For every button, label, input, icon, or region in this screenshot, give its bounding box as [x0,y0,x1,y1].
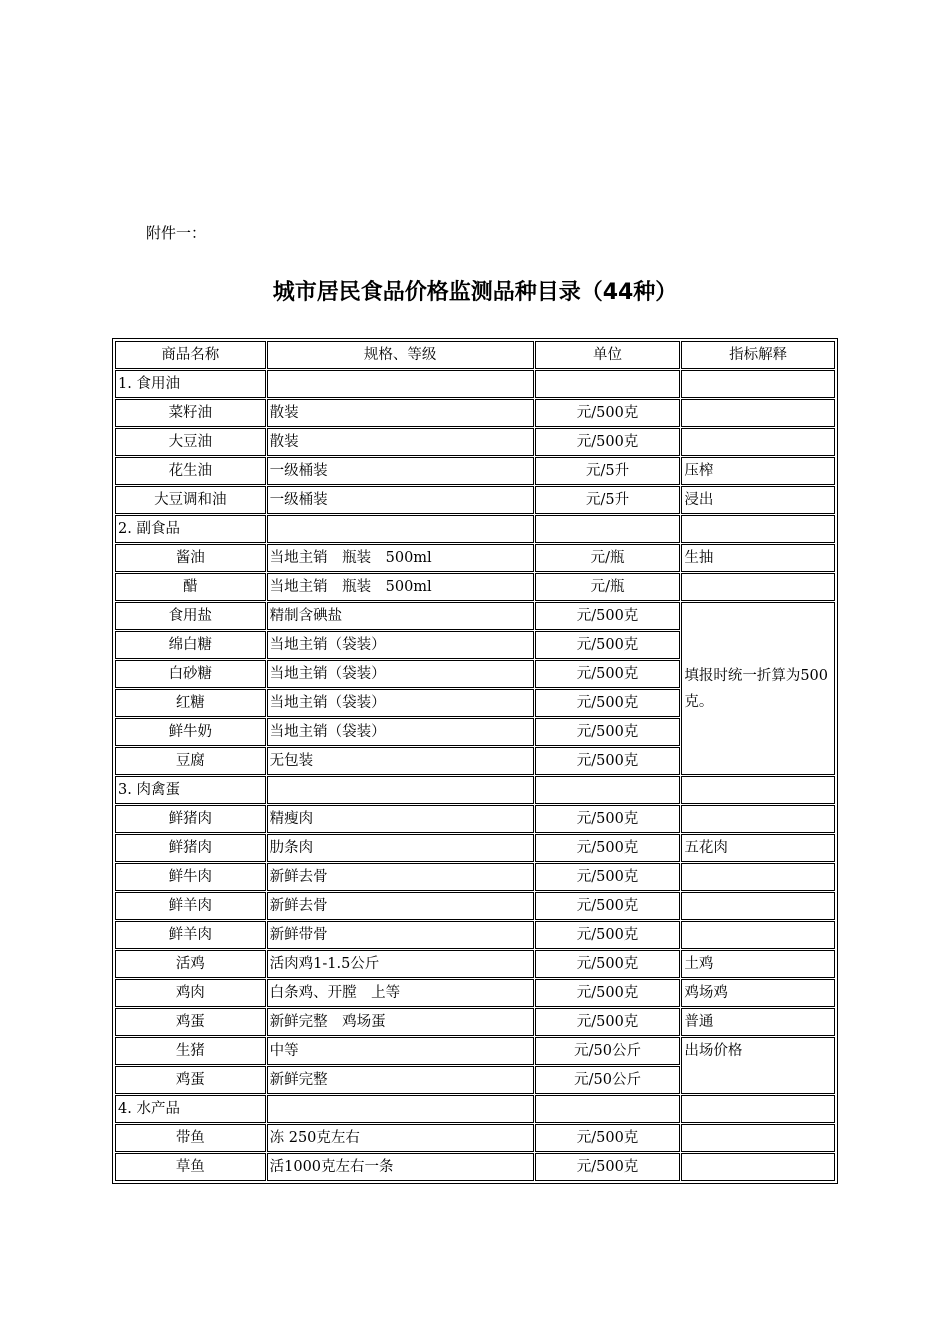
cell-unit: 元/500克 [535,660,681,688]
cell-note [681,370,835,398]
cell-spec: 当地主销（袋装） [267,718,534,746]
cell-unit: 元/500克 [535,834,681,862]
cell-spec: 当地主销（袋装） [267,660,534,688]
cell-note: 土鸡 [681,950,835,978]
cell-name: 红糖 [115,689,266,717]
category-name: 3. 肉禽蛋 [115,776,266,804]
page-title: 城市居民食品价格监测品种目录（44种） [272,280,678,305]
cell-unit: 元/500克 [535,979,681,1007]
cell-spec: 散装 [267,428,534,456]
cell-name: 鲜羊肉 [115,892,266,920]
cell-unit: 元/瓶 [535,573,681,601]
table-row [115,428,835,456]
cell-note [681,805,835,833]
cell-note [681,1153,835,1181]
cell-name: 绵白糖 [115,631,266,659]
cell-spec: 无包装 [267,747,534,775]
cell-name: 白砂糖 [115,660,266,688]
cell-note [681,1095,835,1123]
cell-spec: 冻 250克左右 [267,1124,534,1152]
table-row [115,805,835,833]
cell-name: 鸡蛋 [115,1066,266,1094]
cell-spec: 新鲜带骨 [267,921,534,949]
cell-spec: 当地主销（袋装） [267,689,534,717]
cell-unit: 元/500克 [535,689,681,717]
cell-unit: 元/500克 [535,747,681,775]
cell-unit: 元/500克 [535,428,681,456]
table-row [115,544,835,572]
cell-unit: 元/500克 [535,921,681,949]
cell-name: 草鱼 [115,1153,266,1181]
cell-spec: 新鲜去骨 [267,892,534,920]
cell-unit: 元/50公斤 [535,1066,681,1094]
cell-spec: 新鲜完整 [267,1066,534,1094]
table-row [115,979,835,1007]
cell-name: 大豆油 [115,428,266,456]
cell-note: 生抽 [681,544,835,572]
cell-name: 生猪 [115,1037,266,1065]
cell-spec: 新鲜完整 鸡场蛋 [267,1008,534,1036]
table-row [115,834,835,862]
cell-spec: 白条鸡、开膛 上等 [267,979,534,1007]
table-row [115,486,835,514]
table-row [115,1037,835,1065]
cell-name: 酱油 [115,544,266,572]
table-row [115,950,835,978]
cell-spec [267,370,534,398]
cell-spec [267,776,534,804]
cell-note: 压榨 [681,457,835,485]
cell-name: 鲜羊肉 [115,921,266,949]
cell-spec: 当地主销 瓶装 500ml [267,544,534,572]
cell-note [681,1124,835,1152]
header-unit: 单位 [535,341,681,369]
cell-unit: 元/500克 [535,950,681,978]
table-header-row [115,341,835,369]
category-row [115,776,835,804]
cell-note: 普通 [681,1008,835,1036]
cell-note: 浸出 [681,486,835,514]
cell-unit: 元/500克 [535,631,681,659]
cell-note [681,573,835,601]
cell-name: 带鱼 [115,1124,266,1152]
price-table [114,340,836,1182]
cell-unit [535,1095,681,1123]
cell-unit [535,515,681,543]
cell-spec: 当地主销 瓶装 500ml [267,573,534,601]
cell-unit: 元/瓶 [535,544,681,572]
cell-note [681,776,835,804]
table-row [115,573,835,601]
cell-spec: 新鲜去骨 [267,863,534,891]
category-name: 4. 水产品 [115,1095,266,1123]
category-row [115,370,835,398]
cell-unit [535,776,681,804]
cell-spec: 散装 [267,399,534,427]
cell-name: 活鸡 [115,950,266,978]
category-name: 2. 副食品 [115,515,266,543]
cell-name: 食用盐 [115,602,266,630]
cell-spec: 一级桶装 [267,486,534,514]
cell-unit: 元/500克 [535,1008,681,1036]
cell-unit: 元/500克 [535,805,681,833]
cell-note-merged: 填报时统一折算为500克。 [681,602,835,775]
table-row [115,399,835,427]
cell-note [681,515,835,543]
table-row [115,1008,835,1036]
cell-name: 鲜猪肉 [115,805,266,833]
cell-spec: 肋条肉 [267,834,534,862]
cell-name: 鲜牛奶 [115,718,266,746]
table-row [115,602,835,630]
cell-unit: 元/500克 [535,602,681,630]
table-row [115,457,835,485]
cell-unit: 元/500克 [535,1124,681,1152]
header-note: 指标解释 [681,341,835,369]
cell-note: 鸡场鸡 [681,979,835,1007]
cell-note [681,399,835,427]
table-row [115,1153,835,1181]
cell-name: 鲜牛肉 [115,863,266,891]
cell-unit: 元/5升 [535,486,681,514]
cell-name: 鸡肉 [115,979,266,1007]
table-row [115,863,835,891]
cell-note [681,863,835,891]
category-name: 1. 食用油 [115,370,266,398]
cell-unit: 元/50公斤 [535,1037,681,1065]
cell-name: 花生油 [115,457,266,485]
cell-name: 鸡蛋 [115,1008,266,1036]
cell-note-merged: 出场价格 [681,1037,835,1094]
table-row [115,1124,835,1152]
cell-spec: 活1000克左右一条 [267,1153,534,1181]
header-spec: 规格、等级 [267,341,534,369]
cell-name: 豆腐 [115,747,266,775]
cell-spec: 一级桶装 [267,457,534,485]
cell-spec [267,515,534,543]
cell-spec [267,1095,534,1123]
table-row [115,921,835,949]
attachment-label: 附件一： [146,224,207,242]
cell-note [681,921,835,949]
cell-spec: 当地主销（袋装） [267,631,534,659]
cell-name: 大豆调和油 [115,486,266,514]
category-row [115,515,835,543]
cell-spec: 活肉鸡1-1.5公斤 [267,950,534,978]
cell-unit: 元/500克 [535,1153,681,1181]
cell-note: 五花肉 [681,834,835,862]
cell-name: 鲜猪肉 [115,834,266,862]
cell-unit: 元/500克 [535,399,681,427]
cell-unit: 元/5升 [535,457,681,485]
cell-name: 菜籽油 [115,399,266,427]
cell-note [681,892,835,920]
cell-spec: 精瘦肉 [267,805,534,833]
price-table-frame [112,338,838,1184]
cell-unit: 元/500克 [535,863,681,891]
cell-unit: 元/500克 [535,892,681,920]
cell-unit [535,370,681,398]
cell-name: 醋 [115,573,266,601]
cell-spec: 中等 [267,1037,534,1065]
table-row [115,892,835,920]
cell-spec: 精制含碘盐 [267,602,534,630]
cell-unit: 元/500克 [535,718,681,746]
header-name: 商品名称 [115,341,266,369]
cell-note [681,428,835,456]
category-row [115,1095,835,1123]
